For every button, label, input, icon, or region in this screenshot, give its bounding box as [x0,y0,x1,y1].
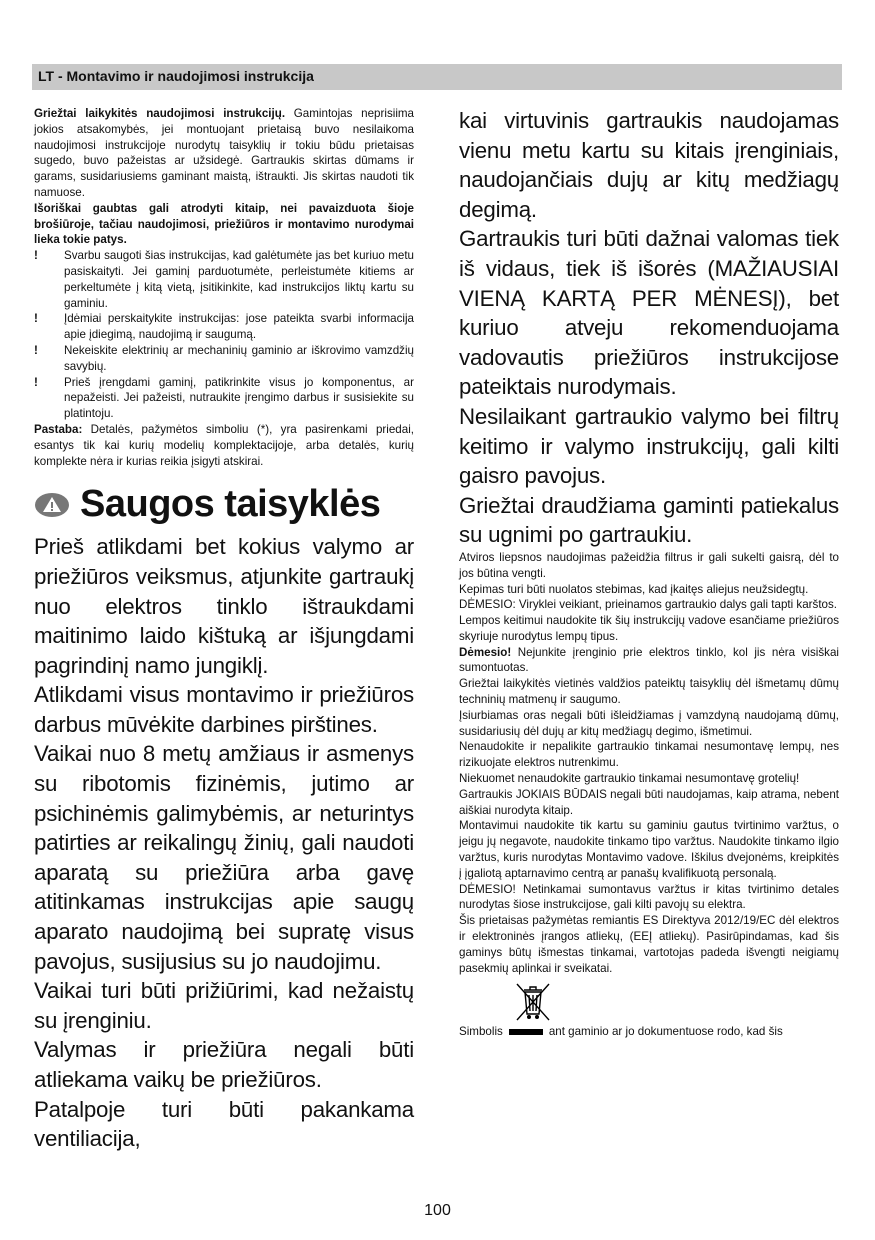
rule-paragraph: Gartraukis JOKIAIS BŪDAIS negali būti naudojamas, kaip atrama, nebent aiškiai nurodyta kitaip. [459,787,839,817]
rule-paragraph: Griežtai laikykitės vietinės valdžios pateiktų taisyklių dėl išmetamų dūmų techninių matmenų ir saugumo. [459,677,839,707]
warning-icon [34,492,70,518]
safety-paragraph: Nesilaikant gartraukio valymo bei filtrų keitimo ir valymo instrukcijų, gali kilti gaisro pavojus. [459,403,839,489]
symbol-sentence [459,1024,839,1040]
safety-paragraph: Atlikdami visus montavimo ir priežiūros darbus mūvėkite darbines pirštines. [34,682,414,737]
section-title: Saugos taisyklės [80,483,381,526]
rule-paragraph: Niekuomet nenaudokite gartraukio tinkamai nesumontavę grotelių! [459,772,800,786]
rule-paragraph [459,645,839,677]
safety-paragraph: kai virtuvinis gartraukis naudojamas vienu metu kartu su kitais įrenginiais, naudojančiais dujų ar kitų medžiagų degimą. [459,108,839,222]
weee-bar-icon [509,1029,543,1035]
safety-paragraph: Valymas ir priežiūra negali būti atliekama vaikų be priežiūros. [34,1037,414,1093]
rule-paragraph: Kepimas turi būti nuolatos stebimas, kad įkaitęs aliejus neužsidegtų. [459,582,809,596]
list-item [34,248,414,311]
section-header-bar [32,64,842,90]
intro-text: Gamintojas neprisiima jokios atsakomybės, jei montuojant prietaisą buvo nesilaikoma naudojimosi instrukcijoje nurodytų taisyklių ir tokiu būdu prietaisas sugedo, buvo pažeistas ar užsidegė. Gartraukis skirtas dūmams ir garams, susidariusiems gaminant maistą, ištraukti. Jis skirtas naudoti tik namuose. [34,107,414,199]
list-item [34,311,414,343]
list-item [34,343,414,375]
section-header-title: LT - Montavimo ir naudojimosi instrukcija [38,68,314,84]
safety-paragraph: Patalpoje turi būti pakankama ventiliacija, [34,1096,414,1152]
rule-paragraph: DĖMESIO! Netinkamai sumontavus varžtus ir kitas tvirtinimo detales nurodytas šiose instrukcijose, gali kilti pavojų su elektra. [459,882,839,912]
rule-paragraph: Nenaudokite ir nepalikite gartraukio tinkamai nesumontavę lempų, nes rizikuojate elektros nutrenkimu. [459,740,839,770]
safety-paragraph: Vaikai nuo 8 metų amžiaus ir asmenys su ribotomis fizinėmis, jutimo ar psichinėmis galimybėmis, ar neturintys patirties ar reikalingų žinių, gali naudoti aparatą su priežiūra arba gavę atitinkamas instrukcijas apie saugų aparato naudojimą bei supratę visus pavojus, susijusius su jo naudojimu. [34,741,414,974]
instruction-bullets [34,248,414,422]
exclamation-icon: ! [34,249,38,263]
bullet-text: Prieš įrengdami gaminį, patikrinkite visus jo komponentus, ar nepažeisti. Jei pažeisti, nutraukite įrengimo darbus ir susisiekite su platintoju. [64,375,414,421]
rule-paragraph: Įsiurbiamas oras negali būti išleidžiamas į vamzdyną naudojamą dūmų, susidariusių dėl dujų ar kitų medžiagų degimo, išmetimui. [459,708,839,738]
note-text: Detalės, pažymėtos simboliu (*), yra pasirenkami priedai, esantys tik kai kurių modelių komplektacijoje, arba detalės, kurių komplekte nėra ir kurias reikia įsigyti atskirai. [34,422,414,468]
notice-paragraph [34,201,414,248]
bullet-text: Svarbu saugoti šias instrukcijas, kad galėtumėte jas bet kuriuo metu pasiskaityti. Jei gaminį parduotumėte, perleistumėte kitiems ar perkeltumėte į kitą vietą, įsitikinkite, kad instrukcijos liktų kartu su gaminiu. [64,249,414,310]
safety-paragraph: Vaikai turi būti prižiūrimi, kad nežaistų su įrenginiu. [34,978,414,1033]
intro-paragraph [34,106,414,201]
safety-paragraph: Gartraukis turi būti dažnai valomas tiek iš vidaus, tiek iš išorės (MAŽIAUSIAI VIENĄ KARTĄ PER MĖNESĮ), bet kuriuo atveju rekomenduojama vadovautis priežiūros instrukcijose pateiktais nurodymais. [459,226,839,400]
attention-text: Nejunkite įrenginio prie elektros tinklo, kol jis nėra visiškai sumontuotas. [459,645,839,675]
exclamation-icon: ! [34,312,38,326]
attention-bold: Dėmesio! [459,645,512,659]
note-bold: Pastaba: [34,422,83,436]
safety-paragraph: Prieš atlikdami bet kokius valymo ar priežiūros veiksmus, atjunkite gartraukį nuo elektros tinklo ištraukdami maitinimo laido kištuką ar išjungdami pagrindinį namo jungiklį. [34,534,414,678]
safety-title-row [34,483,414,526]
safety-paragraph: Griežtai draudžiama gaminti patiekalus su ugnimi po gartraukiu. [459,492,839,548]
symbol-before-text: Simbolis [459,1025,503,1039]
exclamation-icon: ! [34,343,38,357]
right-column [459,106,839,1040]
weee-symbol-row [459,980,839,1040]
exclamation-icon: ! [34,375,38,389]
rule-paragraph: Atviros liepsnos naudojimas pažeidžia filtrus ir gali sukelti gaisrą, dėl to jos būtina vengti. [459,550,839,580]
symbol-after-text: ant gaminio ar jo dokumentuose rodo, kad šis [548,1025,783,1039]
crossed-bin-icon [513,980,553,1024]
list-item [34,375,414,422]
bullet-text: Nekeiskite elektrinių ar mechaninių gaminio ar iškrovimo vamzdžių savybių. [64,343,414,373]
page-number: 100 [424,1202,451,1219]
rule-paragraph: Šis prietaisas pažymėtas remiantis ES Direktyva 2012/19/EC dėl elektros ir elektroninės įrangos atliekų, (EEĮ atliekų). Pasirūpindamas, kad šis gaminys būtų išmestas tinkamai, vartotojas padeda išvengti neigiamų pasekmių aplinkai ir sveikatai. [459,914,839,975]
note-paragraph [34,422,414,469]
rule-paragraph: Montavimui naudokite tik kartu su gaminiu gautus tvirtinimo varžtus, o jeigu jų negavote, naudokite tinkamo tipo varžtus. Naudokite tinkamo ilgio varžtus, kuris nurodytas Montavimo vadove. Iškilus dvejonėms, kreipkitės į įgaliotą aptarnavimo centrą ar panašų kvalifikuotą personalą. [459,819,839,880]
rule-paragraph: DĖMESIO: Viryklei veikiant, prieinamos gartraukio dalys gali tapti karštos. [459,598,838,612]
intro-bold: Griežtai laikykitės naudojimosi instrukcijų. [34,107,286,120]
bullet-text: Įdėmiai perskaitykite instrukcijas: jose pateikta svarbi informacija apie įdiegimą, naudojimą ir saugumą. [64,312,414,342]
rule-paragraph: Lempos keitimui naudokite tik šių instrukcijų vadove esančiame priežiūros skyriuje nurodytus lempų tipus. [459,614,839,643]
notice-bold: Išoriškai gaubtas gali atrodyti kitaip, nei pavaizduota šioje brošiūroje, tačiau naudojimosi, priežiūros ir montavimo nurodymai lieka tokie patys. [34,201,414,247]
left-column [34,106,414,1154]
